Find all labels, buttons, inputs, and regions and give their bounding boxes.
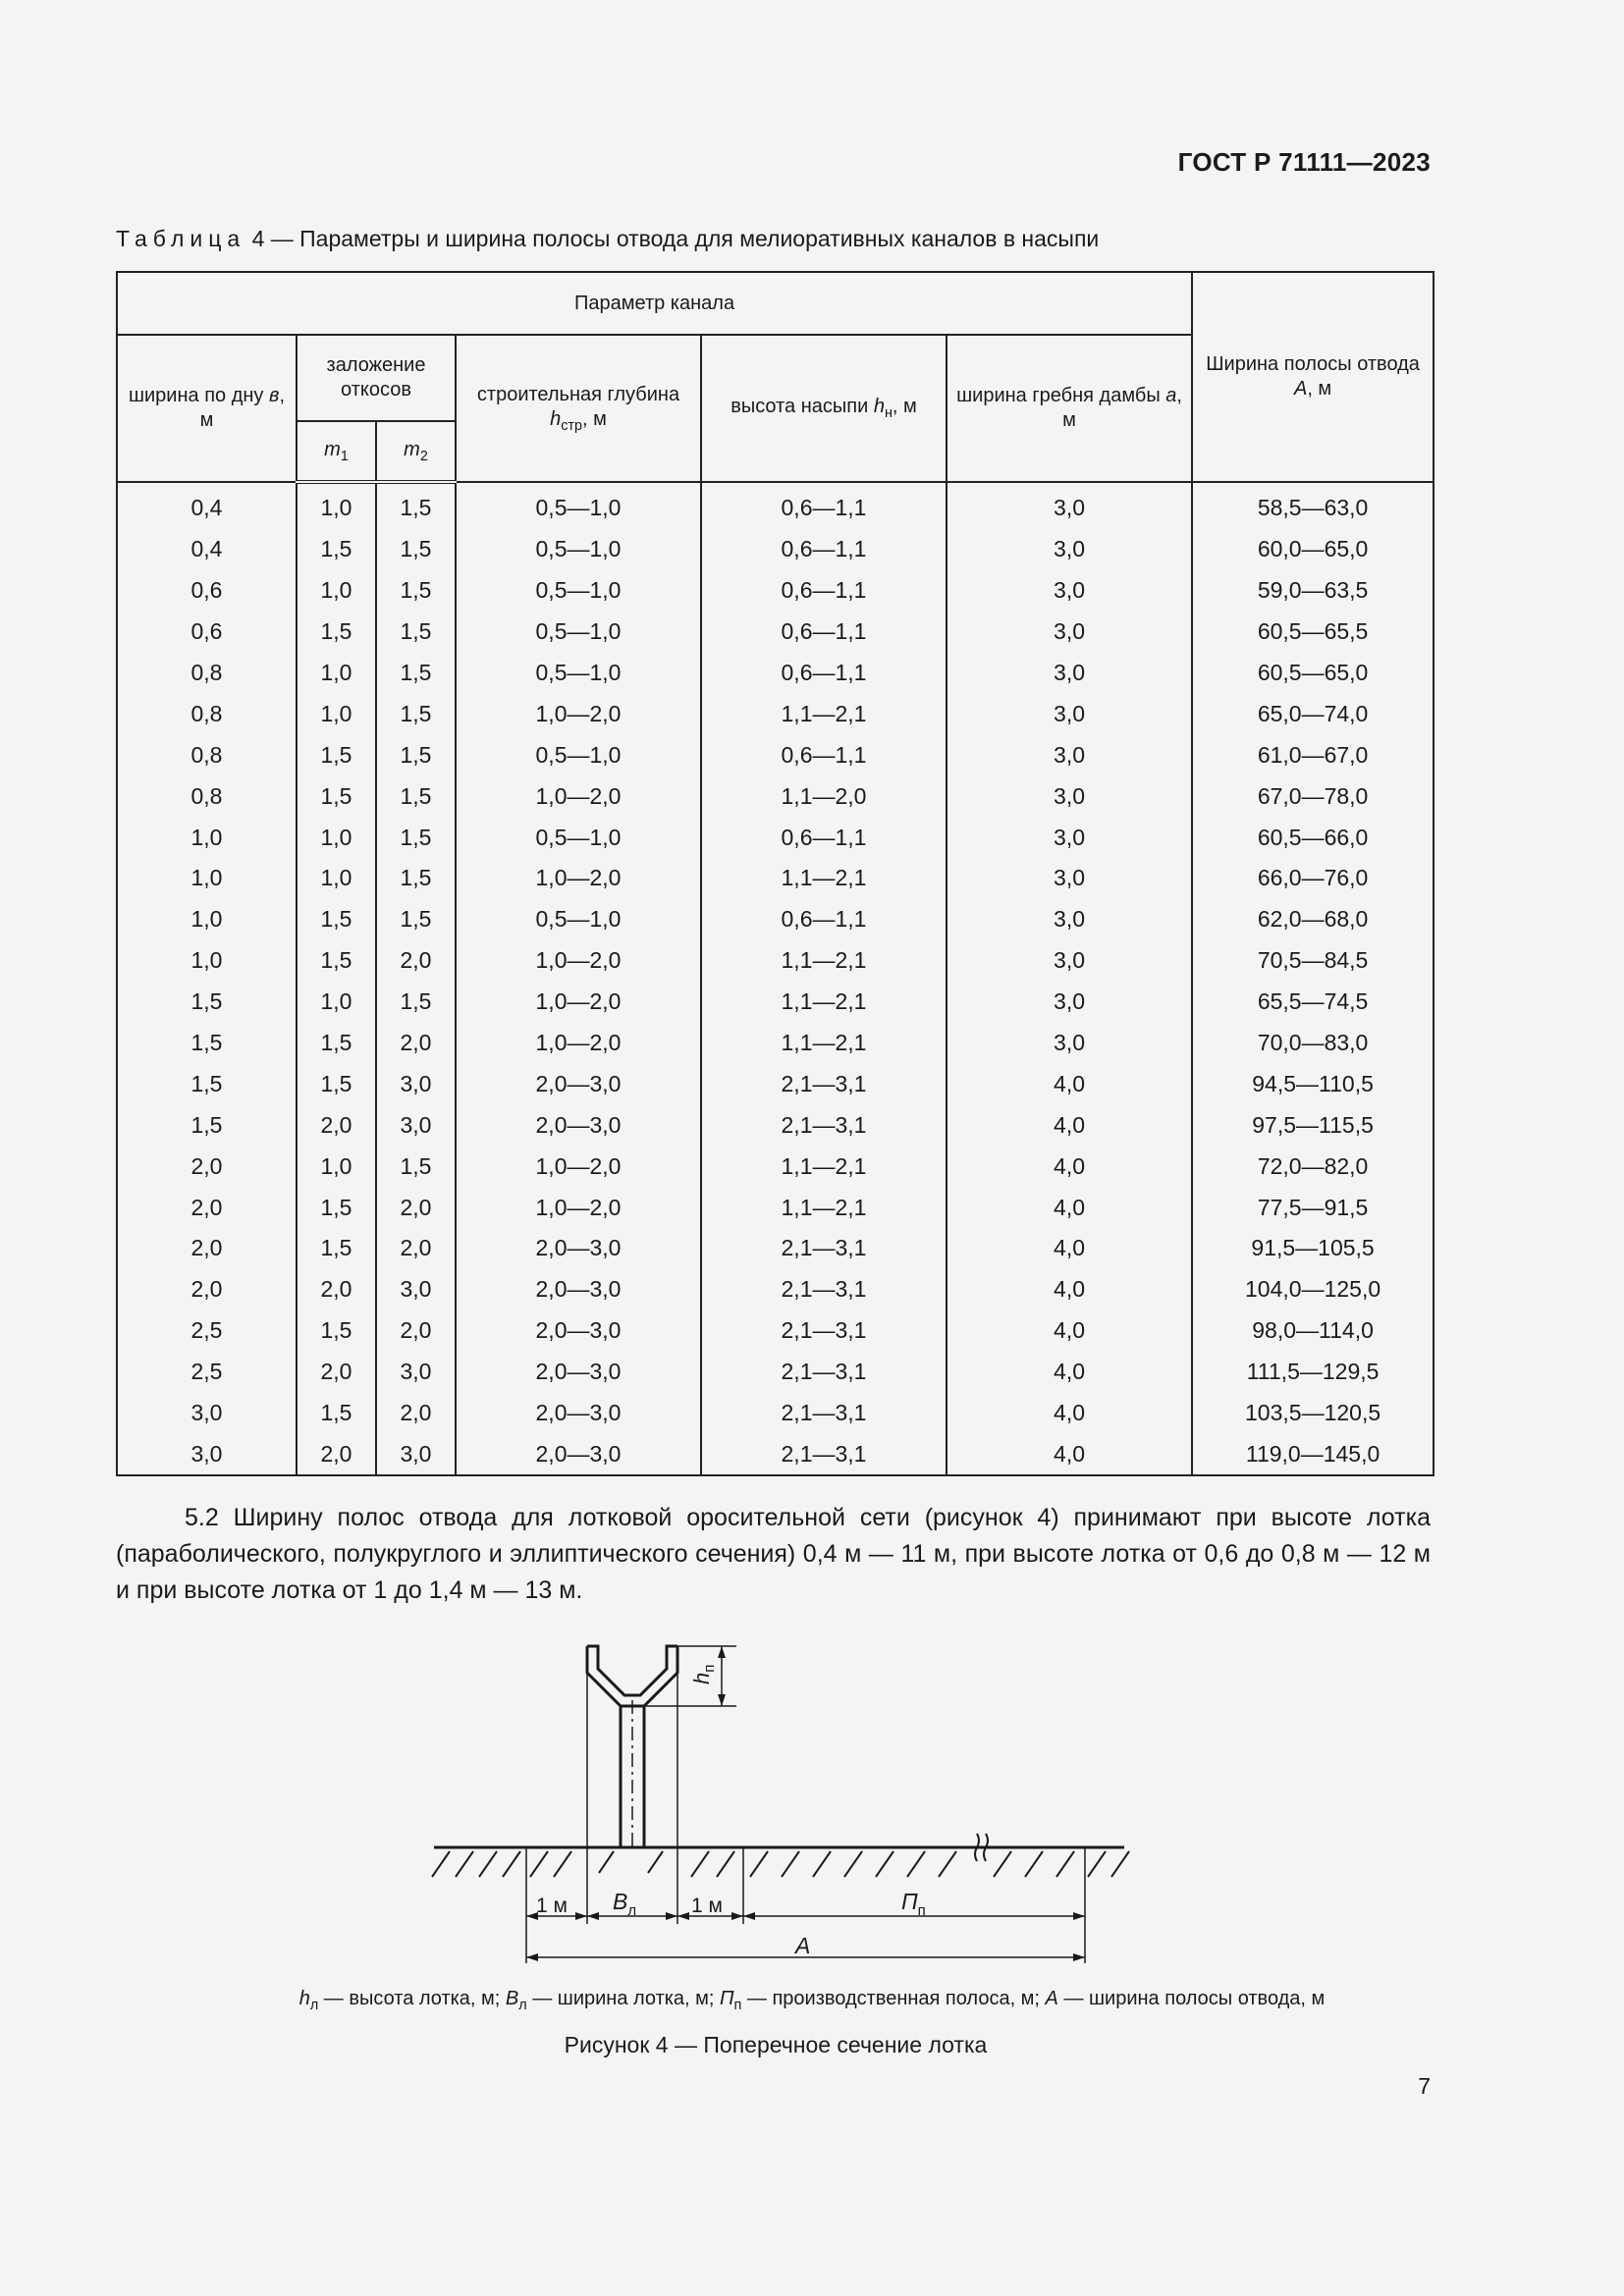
table-cell: 1,5 — [376, 982, 456, 1023]
table-cell: 1,1—2,1 — [701, 1187, 947, 1228]
table-cell: 58,5—63,0 — [1192, 482, 1434, 529]
table-cell: 1,1—2,1 — [701, 1146, 947, 1187]
table-cell: 1,5 — [376, 529, 456, 570]
table-row — [117, 1104, 1434, 1146]
table-cell: 2,0 — [297, 1269, 376, 1310]
table-cell: 59,0—63,5 — [1192, 570, 1434, 612]
header-embankment-height: высота насыпи $h_н$, м — [701, 335, 947, 482]
table-caption — [116, 226, 1099, 252]
table-cell: 70,5—84,5 — [1192, 940, 1434, 982]
table-row — [117, 858, 1434, 899]
flume-outer — [587, 1646, 677, 1706]
table-cell: 2,0 — [376, 1393, 456, 1434]
table-cell: 3,0 — [376, 1433, 456, 1475]
table-cell: 0,6—1,1 — [701, 529, 947, 570]
table-cell: 0,5—1,0 — [456, 612, 701, 653]
table-cell: 1,5 — [376, 775, 456, 817]
table-cell: 1,5 — [297, 775, 376, 817]
table-cell: 1,5 — [376, 693, 456, 734]
table-cell: 4,0 — [947, 1433, 1192, 1475]
table-row — [117, 1023, 1434, 1064]
label-1m-right: 1 м — [691, 1895, 723, 1917]
paragraph-5-2: 5.2 Ширину полос отвода для лотковой оросительной сети (рисунок 4) принимают при высоте лотка (параболического, полукруглого и эллиптического сечения) 0,4 м — 11 м, при высоте лотка от 0,6 до 0,8 м — 12 м и при высоте лотка от 1 до 1,4 м — 13 м. — [116, 1504, 1431, 1604]
table-cell: 1,5 — [297, 1023, 376, 1064]
table-cell: 3,0 — [376, 1352, 456, 1393]
table-cell: 3,0 — [947, 693, 1192, 734]
table-cell: 1,5 — [297, 1393, 376, 1434]
header-build-depth: строительная глубина $h_{стр}$, м — [456, 335, 701, 482]
table-cell: 1,0—2,0 — [456, 858, 701, 899]
table-cell: 4,0 — [947, 1146, 1192, 1187]
table-cell: 0,4 — [117, 482, 297, 529]
table-cell: 0,5—1,0 — [456, 570, 701, 612]
table-cell: 3,0 — [947, 482, 1192, 529]
table-cell: 3,0 — [947, 858, 1192, 899]
table-cell: 3,0 — [947, 570, 1192, 612]
table-cell: 0,5—1,0 — [456, 734, 701, 775]
table-cell: 2,0 — [376, 940, 456, 982]
table-cell: 1,5 — [376, 858, 456, 899]
table-cell: 1,0 — [117, 940, 297, 982]
table-body — [117, 482, 1434, 1475]
table-cell: 2,5 — [117, 1310, 297, 1352]
table-cell: 0,5—1,0 — [456, 482, 701, 529]
table-cell: 0,4 — [117, 529, 297, 570]
table-cell: 60,5—65,5 — [1192, 612, 1434, 653]
table-cell: 1,5 — [297, 1063, 376, 1104]
table-cell: 2,0—3,0 — [456, 1104, 701, 1146]
table-cell: 2,1—3,1 — [701, 1228, 947, 1269]
table-cell: 1,5 — [297, 529, 376, 570]
table-cell: 1,5 — [376, 1146, 456, 1187]
table-cell: 103,5—120,5 — [1192, 1393, 1434, 1434]
table-cell: 2,1—3,1 — [701, 1269, 947, 1310]
flume-cross-section-figure — [403, 1629, 1149, 1983]
table-cell: 67,0—78,0 — [1192, 775, 1434, 817]
table-cell: 3,0 — [376, 1269, 456, 1310]
page-number: 7 — [1418, 2073, 1431, 2099]
table-cell: 1,5 — [297, 940, 376, 982]
table-cell: 1,0 — [297, 817, 376, 858]
table-cell: 0,6—1,1 — [701, 734, 947, 775]
table-cell: 2,0 — [376, 1228, 456, 1269]
table-cell: 2,1—3,1 — [701, 1393, 947, 1434]
table-cell: 1,0—2,0 — [456, 982, 701, 1023]
table-row — [117, 817, 1434, 858]
table-cell: 2,5 — [117, 1352, 297, 1393]
table-cell: 62,0—68,0 — [1192, 899, 1434, 940]
table-cell: 1,5 — [297, 612, 376, 653]
table-cell: 2,0—3,0 — [456, 1393, 701, 1434]
table-cell: 1,0 — [297, 693, 376, 734]
table-row — [117, 1146, 1434, 1187]
table-row — [117, 612, 1434, 653]
table-cell: 70,0—83,0 — [1192, 1023, 1434, 1064]
table-cell: 2,1—3,1 — [701, 1104, 947, 1146]
header-crest-width: ширина гребня дамбы a, м — [947, 335, 1192, 482]
table-row — [117, 653, 1434, 694]
table-cell: 4,0 — [947, 1187, 1192, 1228]
table-cell: 1,5 — [117, 982, 297, 1023]
table-row — [117, 1269, 1434, 1310]
table-cell: 3,0 — [947, 899, 1192, 940]
table-cell: 0,6—1,1 — [701, 482, 947, 529]
table-row — [117, 1228, 1434, 1269]
table-cell: 65,5—74,5 — [1192, 982, 1434, 1023]
table-cell: 1,0 — [117, 858, 297, 899]
table-cell: 2,0 — [117, 1228, 297, 1269]
table-cell: 1,5 — [376, 570, 456, 612]
table-cell: 2,0—3,0 — [456, 1063, 701, 1104]
table-cell: 1,0—2,0 — [456, 775, 701, 817]
table-cell: 4,0 — [947, 1228, 1192, 1269]
table-cell: 1,5 — [376, 817, 456, 858]
table-cell: 1,5 — [117, 1104, 297, 1146]
table-cell: 3,0 — [947, 817, 1192, 858]
table-cell: 2,1—3,1 — [701, 1310, 947, 1352]
table-row — [117, 1352, 1434, 1393]
table-cell: 1,1—2,0 — [701, 775, 947, 817]
table-cell: 2,0—3,0 — [456, 1310, 701, 1352]
table-cell: 3,0 — [117, 1433, 297, 1475]
table-cell: 3,0 — [947, 775, 1192, 817]
table-cell: 4,0 — [947, 1352, 1192, 1393]
table-cell: 72,0—82,0 — [1192, 1146, 1434, 1187]
table-cell: 0,8 — [117, 693, 297, 734]
table-cell: 2,1—3,1 — [701, 1352, 947, 1393]
table-cell: 1,0 — [297, 570, 376, 612]
table-cell: 1,5 — [376, 653, 456, 694]
table-cell: 2,0 — [376, 1187, 456, 1228]
table-cell: 1,0 — [117, 899, 297, 940]
table-cell: 0,8 — [117, 653, 297, 694]
header-slopes: заложение откосов — [297, 335, 456, 421]
table-cell: 1,5 — [297, 1228, 376, 1269]
table-cell: 1,5 — [297, 1187, 376, 1228]
header-channel-parameter: Параметр канала — [117, 272, 1192, 335]
table-row — [117, 1393, 1434, 1434]
table-cell: 0,6—1,1 — [701, 653, 947, 694]
table-row — [117, 775, 1434, 817]
table-cell: 0,8 — [117, 775, 297, 817]
table-cell: 1,0—2,0 — [456, 1146, 701, 1187]
table-row — [117, 899, 1434, 940]
table-cell: 1,0—2,0 — [456, 1023, 701, 1064]
table-cell: 119,0—145,0 — [1192, 1433, 1434, 1475]
label-P: $П_п$ — [901, 1889, 926, 1919]
table-caption-label: Таблица — [116, 226, 246, 251]
table-cell: 0,5—1,0 — [456, 817, 701, 858]
table-cell: 3,0 — [947, 529, 1192, 570]
table-cell: 111,5—129,5 — [1192, 1352, 1434, 1393]
table-cell: 4,0 — [947, 1269, 1192, 1310]
table-cell: 1,0 — [297, 1146, 376, 1187]
table-cell: 4,0 — [947, 1063, 1192, 1104]
table-cell: 60,5—65,0 — [1192, 653, 1434, 694]
table-cell: 3,0 — [947, 612, 1192, 653]
table-cell: 1,5 — [117, 1023, 297, 1064]
table-cell: 1,1—2,1 — [701, 858, 947, 899]
table-cell: 104,0—125,0 — [1192, 1269, 1434, 1310]
table-row — [117, 1063, 1434, 1104]
table-cell: 1,1—2,1 — [701, 693, 947, 734]
table-row — [117, 1433, 1434, 1475]
table-cell: 0,6—1,1 — [701, 899, 947, 940]
table-cell: 77,5—91,5 — [1192, 1187, 1434, 1228]
table-cell: 1,5 — [376, 612, 456, 653]
table-cell: 1,1—2,1 — [701, 982, 947, 1023]
table-cell: 1,0 — [297, 482, 376, 529]
table-cell: 66,0—76,0 — [1192, 858, 1434, 899]
table-cell: 65,0—74,0 — [1192, 693, 1434, 734]
table-cell: 3,0 — [947, 1023, 1192, 1064]
table-cell: 3,0 — [376, 1063, 456, 1104]
table-cell: 2,0—3,0 — [456, 1352, 701, 1393]
figure-caption: Рисунок 4 — Поперечное сечение лотка — [564, 2032, 988, 2057]
table-row — [117, 982, 1434, 1023]
table-cell: 1,5 — [376, 734, 456, 775]
figure-legend: $h_л$ — высота лотка, м; $B_л$ — ширина лотка, м; $П_п$ — производственная полоса, м; A — ширина полосы отвода, м — [298, 1988, 1326, 2013]
table-cell: 2,0—3,0 — [456, 1228, 701, 1269]
table-cell: 1,0—2,0 — [456, 693, 701, 734]
table-cell: 2,0—3,0 — [456, 1269, 701, 1310]
table-row — [117, 482, 1434, 529]
table-cell: 2,0 — [297, 1104, 376, 1146]
table-cell: 0,5—1,0 — [456, 653, 701, 694]
label-B: $B_л$ — [613, 1889, 637, 1919]
table-cell: 0,6—1,1 — [701, 817, 947, 858]
header-m2: $m_2$ — [376, 421, 456, 482]
table-cell: 60,5—66,0 — [1192, 817, 1434, 858]
table-row — [117, 529, 1434, 570]
table-cell: 2,0 — [376, 1023, 456, 1064]
table-cell: 98,0—114,0 — [1192, 1310, 1434, 1352]
table-row — [117, 570, 1434, 612]
table-cell: 4,0 — [947, 1393, 1192, 1434]
table-cell: 1,5 — [376, 899, 456, 940]
table-cell: 3,0 — [117, 1393, 297, 1434]
table-cell: 3,0 — [947, 940, 1192, 982]
table-cell: 3,0 — [947, 653, 1192, 694]
table-caption-text: 4 — Параметры и ширина полосы отвода для мелиоративных каналов в насыпи — [245, 226, 1100, 251]
table-cell: 1,5 — [297, 734, 376, 775]
header-m1: $m_1$ — [297, 421, 376, 482]
table-cell: 1,5 — [376, 482, 456, 529]
table-cell: 1,0 — [297, 858, 376, 899]
header-strip-width: Ширина полосы отвода A, м — [1192, 272, 1434, 482]
table-cell: 2,0 — [376, 1310, 456, 1352]
table-cell: 4,0 — [947, 1104, 1192, 1146]
table-cell: 1,0—2,0 — [456, 1187, 701, 1228]
table-row — [117, 693, 1434, 734]
table-cell: 2,0 — [297, 1352, 376, 1393]
table-cell: 3,0 — [376, 1104, 456, 1146]
label-h: $h_п$ — [689, 1664, 718, 1684]
table-cell: 1,5 — [297, 1310, 376, 1352]
table-cell: 1,1—2,1 — [701, 1023, 947, 1064]
table-cell: 0,6—1,1 — [701, 570, 947, 612]
table-row — [117, 940, 1434, 982]
label-1m-left: 1 м — [536, 1895, 568, 1917]
table-cell: 0,5—1,0 — [456, 529, 701, 570]
table-cell: 2,0 — [117, 1146, 297, 1187]
table-cell: 3,0 — [947, 982, 1192, 1023]
table-cell: 1,0 — [297, 653, 376, 694]
table-cell: 0,5—1,0 — [456, 899, 701, 940]
table-cell: 4,0 — [947, 1310, 1192, 1352]
table-cell: 1,1—2,1 — [701, 940, 947, 982]
document-header: ГОСТ Р 71111—2023 — [1177, 147, 1431, 177]
label-A: A — [795, 1933, 811, 1958]
table-row — [117, 1310, 1434, 1352]
table-cell: 0,6 — [117, 570, 297, 612]
header-bottom-width: ширина по дну в, м — [117, 335, 297, 482]
table-cell: 0,8 — [117, 734, 297, 775]
table-cell: 2,1—3,1 — [701, 1433, 947, 1475]
table-cell: 2,0—3,0 — [456, 1433, 701, 1475]
parameters-table — [116, 271, 1435, 1476]
table-cell: 1,5 — [297, 899, 376, 940]
table-cell: 94,5—110,5 — [1192, 1063, 1434, 1104]
table-cell: 3,0 — [947, 734, 1192, 775]
table-cell: 0,6 — [117, 612, 297, 653]
table-cell: 1,0 — [117, 817, 297, 858]
table-cell: 61,0—67,0 — [1192, 734, 1434, 775]
table-cell: 1,5 — [117, 1063, 297, 1104]
table-row — [117, 734, 1434, 775]
table-cell: 91,5—105,5 — [1192, 1228, 1434, 1269]
table-cell: 2,0 — [297, 1433, 376, 1475]
table-row — [117, 1187, 1434, 1228]
table-cell: 60,0—65,0 — [1192, 529, 1434, 570]
table-cell: 2,0 — [117, 1187, 297, 1228]
table-cell: 97,5—115,5 — [1192, 1104, 1434, 1146]
table-cell: 0,6—1,1 — [701, 612, 947, 653]
table-cell: 1,0 — [297, 982, 376, 1023]
table-cell: 1,0—2,0 — [456, 940, 701, 982]
table-cell: 2,1—3,1 — [701, 1063, 947, 1104]
table-cell: 2,0 — [117, 1269, 297, 1310]
